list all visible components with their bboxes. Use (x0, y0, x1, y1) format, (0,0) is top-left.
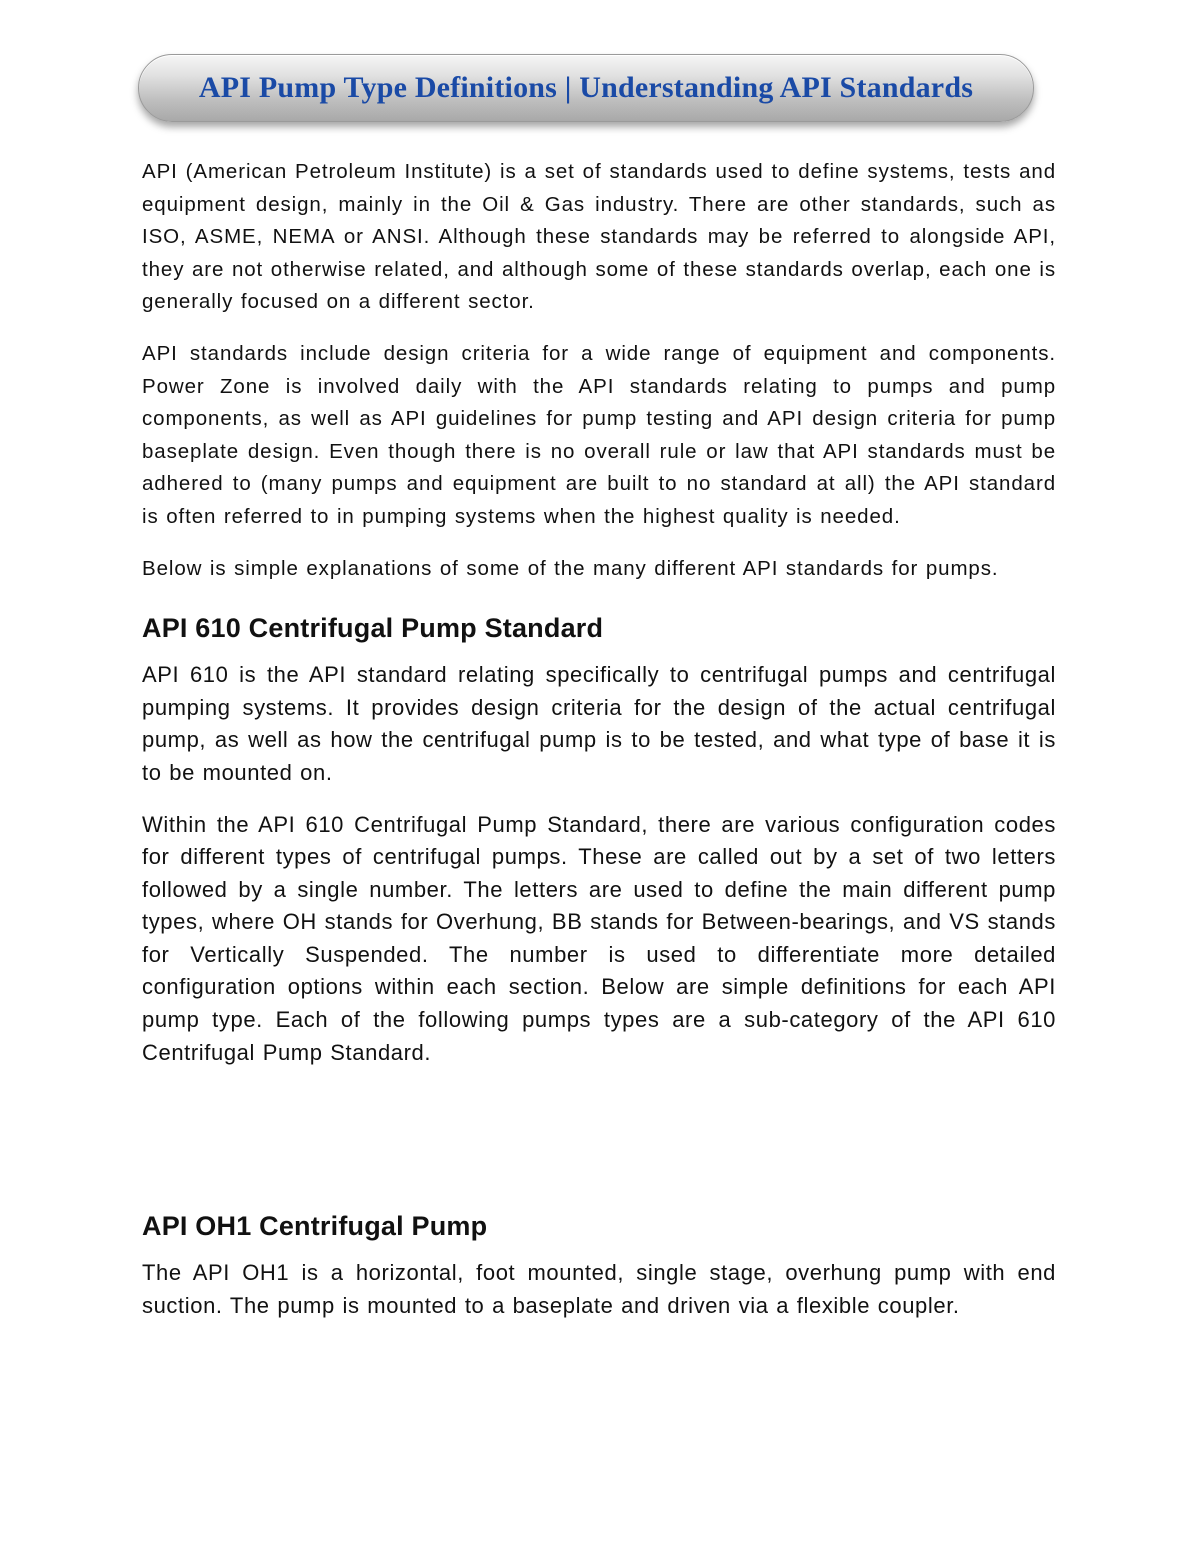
intro-paragraph: API standards include design criteria for a wide range of equipment and components. Power Zone is involved daily with the API standards relating to pumps and pump components, as well as API guidelines for pump testing and API design criteria for pump baseplate design. Even though there is no overall rule or law that API standards must be adhered to (many pumps and equipment are built to no standard at all) the API standard is often referred to in pumping systems when the highest quality is needed. (142, 341, 1056, 528)
section-heading-api-610: API 610 Centrifugal Pump Standard (142, 613, 604, 644)
section-paragraph: API 610 is the API standard relating specifically to centrifugal pumps and centrifugal pumping systems. It provides design criteria for the design of the actual centrifugal pump, as well as how the centrifugal pump is to be tested, and what type of base it is to be mounted on. (142, 662, 1056, 785)
intro-paragraph: Below is simple explanations of some of the many different API standards for pumps. (142, 556, 999, 580)
title-banner (138, 54, 1034, 122)
document-body (142, 156, 1056, 1341)
section-paragraph: Within the API 610 Centrifugal Pump Standard, there are various configuration codes for different types of centrifugal pumps. These are called out by a set of two letters followed by a single number. The letters are used to define the main different pump types, where OH stands for Overhung, BB stands for Between-bearings, and VS stands for Vertically Suspended. The number is used to differentiate more detailed configuration options within each section. Below are simple definitions for each API pump type. Each of the following pumps types are a sub-category of the API 610 Centrifugal Pump Standard. (142, 811, 1056, 1065)
section-heading-api-oh1: API OH1 Centrifugal Pump (142, 1211, 488, 1242)
section-paragraph: The API OH1 is a horizontal, foot mounted, single stage, overhung pump with end suction. The pump is mounted to a baseplate and driven via a flexible coupler. (142, 1260, 1056, 1318)
page-title: API Pump Type Definitions | Understanding API Standards (198, 71, 974, 104)
blank-spacer (142, 1088, 1056, 1183)
intro-paragraph: API (American Petroleum Institute) is a set of standards used to define systems, tests and equipment design, mainly in the Oil & Gas industry. There are other standards, such as ISO, ASME, NEMA or ANSI. Although these standards may be referred to alongside API, they are not otherwise related, and although some of these standards overlap, each one is generally focused on a different sector. (142, 160, 1056, 314)
